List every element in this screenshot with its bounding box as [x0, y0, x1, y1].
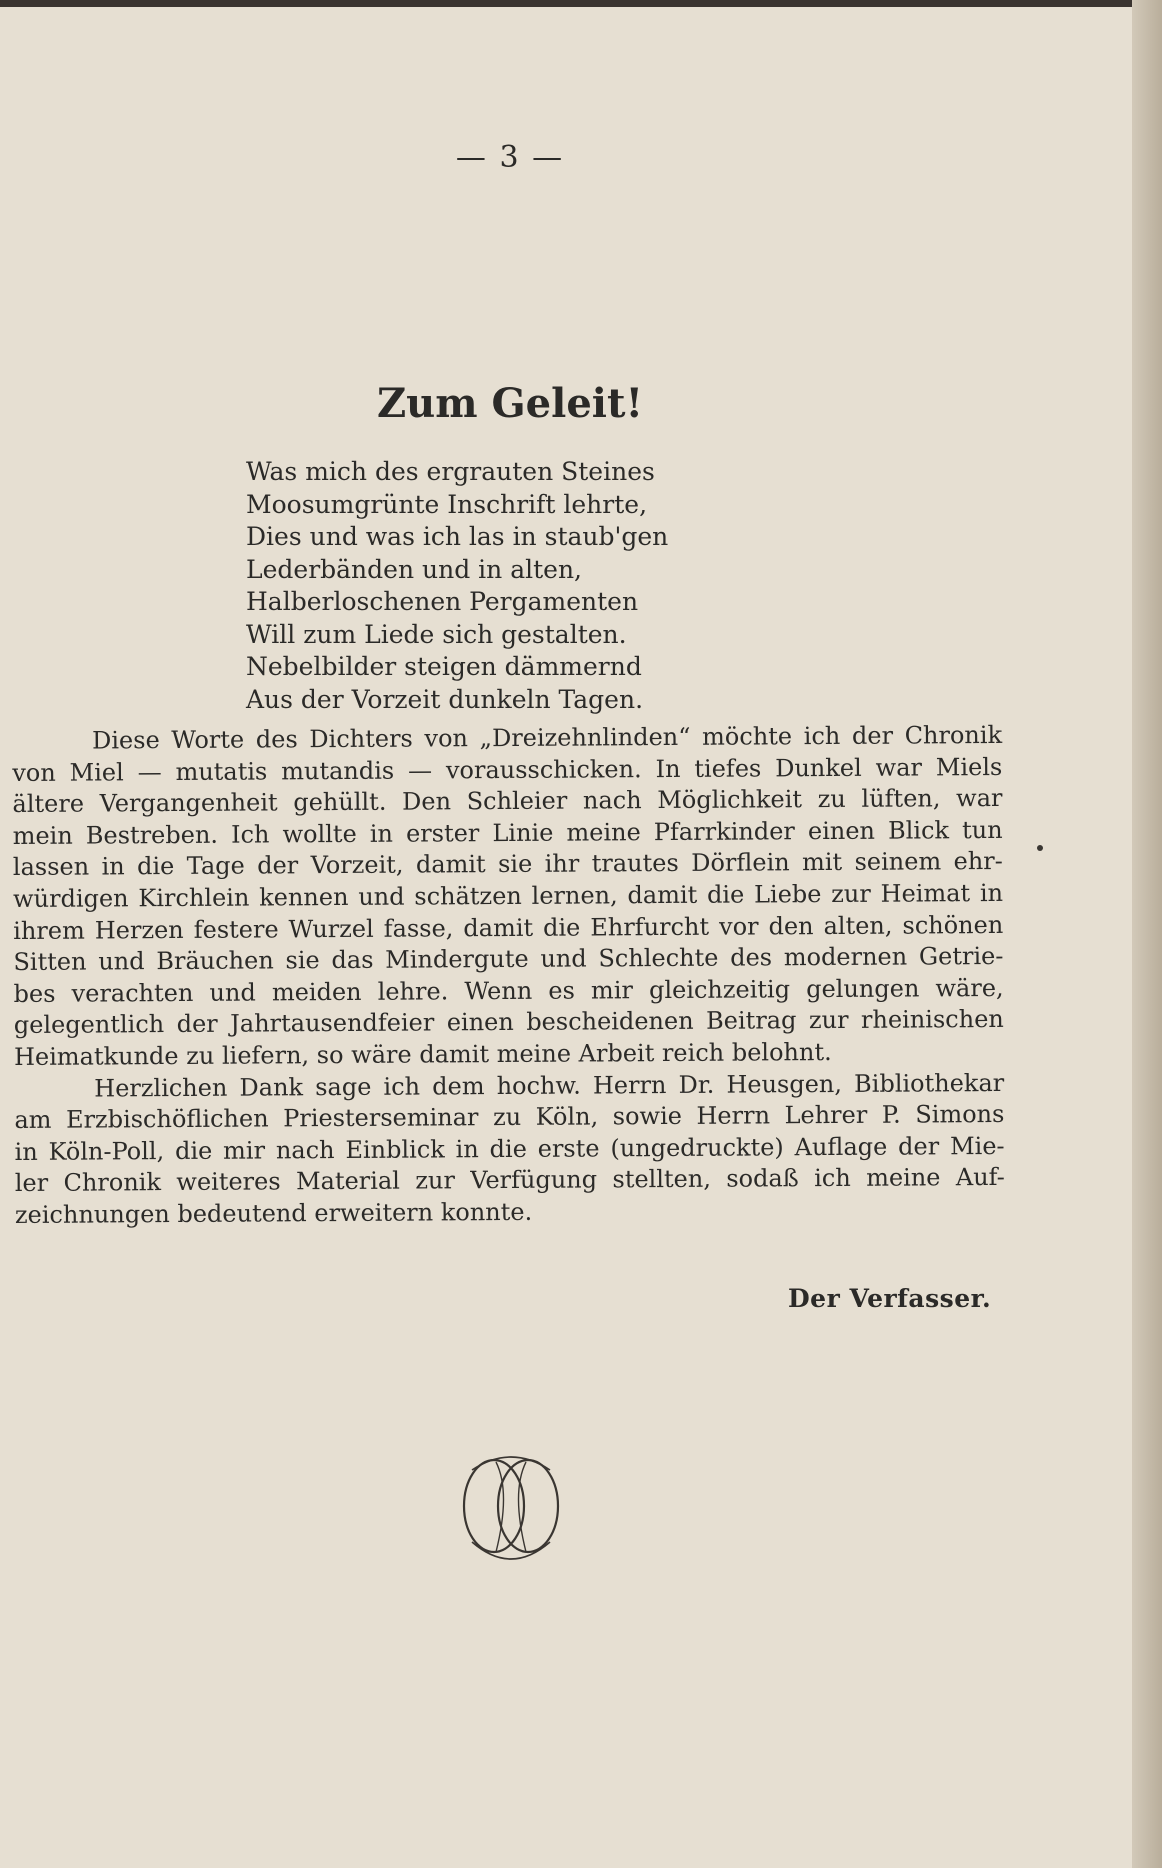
paragraph-line: Sitten und Bräuchen sie das Mindergute und Schlechte des modernen Getrie- — [13, 942, 1004, 977]
ink-speck — [1037, 845, 1043, 851]
paragraph-line: würdigen Kirchlein kennen und schätzen lernen, damit die Liebe zur Heimat in — [12, 878, 1004, 913]
page-number: — 3 — — [455, 140, 565, 175]
page-title: Zum Geleit! — [376, 380, 643, 427]
prose-block — [12, 720, 1005, 1232]
paragraph-line: ler Chronik weiteres Material zur Verfügung stellten, sodaß ich meine Auf- — [14, 1163, 1005, 1198]
poem-block — [246, 456, 846, 716]
paragraph-line: ihrem Herzen festere Wurzel fasse, damit die Ehrfurcht vor den alten, schönen — [13, 910, 1004, 945]
poem-line: Moosumgrünte Inschrift lehrte, — [246, 489, 648, 519]
ornament-icon — [452, 1448, 570, 1570]
paragraph-line: Diese Worte des Dichters von „Dreizehnlinden“ möchte ich der Chronik — [92, 720, 1003, 755]
author-signature: Der Verfasser. — [788, 1284, 992, 1313]
poem-line: Halberloschenen Pergamenten — [246, 587, 639, 616]
paragraph-line: lassen in die Tage der Vorzeit, damit sie ihr trautes Dörflein mit seinem ehr- — [12, 847, 1003, 882]
paragraph-line: von Miel — mutatis mutandis — vorausschicken. In tiefes Dunkel war Miels — [12, 752, 1003, 787]
page-right-edge — [1132, 0, 1162, 1868]
paragraph-line: am Erzbischöflichen Priesterseminar zu Köln, sowie Herrn Lehrer P. Simons — [14, 1100, 1005, 1135]
poem-line: Aus der Vorzeit dunkeln Tagen. — [246, 684, 644, 714]
poem-line: Was mich des ergrauten Steines — [246, 457, 655, 486]
paragraph-line: in Köln-Poll, die mir nach Einblick in die erste (ungedruckte) Auflage der Mie- — [14, 1131, 1005, 1166]
paragraph-line: Heimatkunde zu liefern, so wäre damit meine Arbeit reich belohnt. — [13, 1037, 832, 1071]
paragraph-line: zeichnungen bedeutend erweitern konnte. — [14, 1197, 533, 1229]
paragraph-line: ältere Vergangenheit gehüllt. Den Schleier nach Möglichkeit zu lüften, war — [12, 784, 1003, 819]
poem-line: Lederbänden und in alten, — [246, 554, 582, 584]
paragraph-line: Herzlichen Dank sage ich dem hochw. Herrn Dr. Heusgen, Bibliothekar — [94, 1068, 1005, 1103]
paragraph-line: mein Bestreben. Ich wollte in erster Linie meine Pfarrkinder einen Blick tun — [12, 815, 1003, 850]
poem-line: Will zum Liede sich gestalten. — [246, 619, 627, 649]
paragraph-line: bes verachten und meiden lehre. Wenn es mir gleichzeitig gelungen wäre, — [13, 973, 1004, 1008]
page-top-edge — [0, 0, 1162, 7]
poem-line: Nebelbilder steigen dämmernd — [246, 652, 642, 681]
paragraph-line: gelegentlich der Jahrtausendfeier einen bescheidenen Beitrag zur rheinischen — [13, 1005, 1004, 1040]
poem-line: Dies und was ich las in staub'gen — [246, 522, 669, 551]
